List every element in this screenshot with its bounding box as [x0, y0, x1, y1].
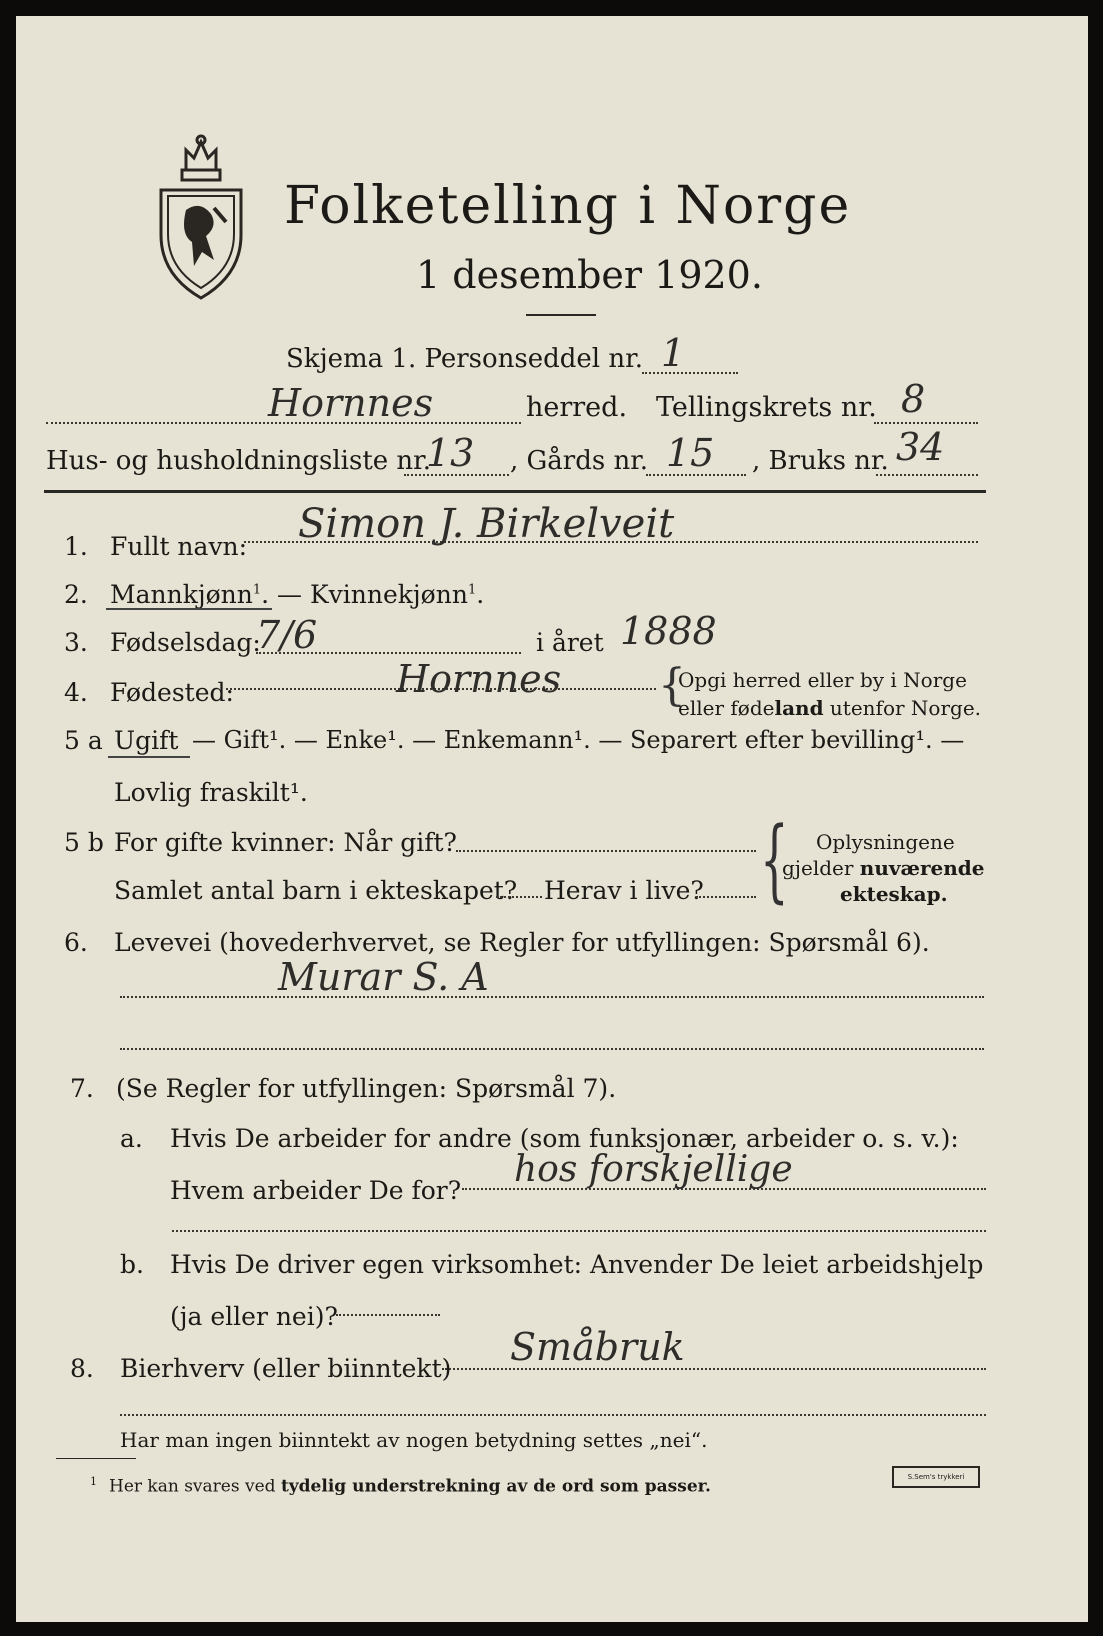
q3-value: 7/6 [256, 613, 318, 657]
skjema-label: Skjema 1. Personseddel nr. [286, 344, 643, 374]
q5b-label-3: Herav i live? [544, 876, 704, 905]
q8-number: 8. [70, 1354, 94, 1383]
q5b-line-1 [456, 850, 756, 852]
q7-label: (Se Regler for utfyllingen: Spørsmål 7). [116, 1074, 617, 1103]
q2-male: Mannkjønn [110, 580, 253, 609]
q7b-number: b. [120, 1250, 144, 1279]
q3-label: Fødselsdag: [110, 628, 261, 657]
q3-number: 3. [64, 628, 88, 657]
q4-label: Fødested: [110, 678, 234, 707]
q7b-line [336, 1314, 440, 1316]
q5a-ugift-underline [108, 756, 190, 758]
q1-label: Fullt navn: [110, 532, 248, 561]
gards-value: 15 [666, 431, 715, 475]
q4-value: Hornnes [396, 657, 562, 701]
printer-stamp: S.Sem's trykkeri [892, 1466, 980, 1488]
q7a-value: hos forskjellige [514, 1149, 793, 1190]
q5b-label-2: Samlet antal barn i ekteskapet? [114, 876, 518, 905]
q5a-ugift: Ugift [114, 726, 179, 755]
header-rule [44, 490, 986, 493]
q2-options: Mannkjønn$^1$. — Kvinnekjønn$^1$. [110, 580, 485, 609]
q2-number: 2. [64, 580, 88, 609]
tellingskrets-label: Tellingskrets nr. [656, 392, 877, 423]
q8-line-2 [120, 1414, 986, 1416]
q5b-brace: { [760, 808, 789, 913]
q7a-number: a. [120, 1124, 143, 1153]
q2-male-underline [106, 608, 272, 610]
gards-label: , Gårds nr. [510, 446, 649, 476]
q4-number: 4. [64, 678, 88, 707]
husliste-label: Hus- og husholdningsliste nr. [46, 446, 432, 476]
q5b-note-3: ekteskap. [840, 882, 948, 906]
q3-year-value: 1888 [620, 609, 717, 653]
q5b-note-2: gjelder nuværende [782, 856, 985, 880]
husliste-value: 13 [426, 431, 475, 475]
q6-label: Levevei (hovederhvervet, se Regler for utfyllingen: Spørsmål 6). [114, 928, 930, 957]
biinntekt-note: Har man ingen biinntekt av nogen betydning settes „nei“. [120, 1428, 708, 1452]
q1-number: 1. [64, 532, 88, 561]
q8-value: Småbruk [510, 1325, 685, 1369]
q6-number: 6. [64, 928, 88, 957]
herred-label: herred. [526, 392, 628, 423]
bruks-label: , Bruks nr. [752, 446, 889, 476]
footnote: $^1$ Her kan svares ved tydelig understrekning av de ord som passer. [90, 1475, 711, 1497]
q3-line [256, 652, 521, 654]
husliste-line [404, 474, 509, 476]
bruks-line [876, 474, 978, 476]
q8-line-1 [442, 1368, 986, 1370]
q5b-note-1: Oplysningene [816, 830, 955, 854]
q5b-line-3 [696, 896, 756, 898]
q1-value: Simon J. Birkelveit [298, 501, 675, 547]
q7b-label: Hvis De driver egen virksomhet: Anvender De leiet arbeidshjelp [170, 1250, 984, 1279]
q7a-line-2 [172, 1230, 986, 1232]
q2-female: . — Kvinnekjønn [261, 580, 468, 609]
census-form-page [16, 16, 1088, 1622]
q6-line-2 [120, 1048, 984, 1050]
q7a-question: Hvem arbeider De for? [170, 1176, 462, 1205]
form-title: Folketelling i Norge [284, 176, 852, 236]
q5a-line2: Lovlig fraskilt¹. [114, 778, 308, 807]
footnote-rule [56, 1458, 136, 1459]
q5b-number: 5 b [64, 828, 104, 857]
bruks-value: 34 [896, 425, 945, 469]
q3-year-label: i året [536, 628, 604, 657]
q5a-number: 5 a [64, 726, 103, 755]
q4-brace: { [658, 660, 686, 711]
q7b-question: (ja eller nei)? [170, 1302, 338, 1331]
q5b-label-1: For gifte kvinner: Når gift? [114, 828, 457, 857]
coat-of-arms-icon [156, 130, 246, 300]
q4-note-1: Opgi herred eller by i Norge [678, 668, 967, 692]
census-date: 1 desember 1920. [416, 253, 763, 297]
title-divider [526, 314, 596, 316]
q5b-line-2 [496, 896, 542, 898]
q4-note-2: eller fødeland utenfor Norge. [678, 696, 982, 720]
q8-label: Bierhverv (eller biinntekt) [120, 1354, 452, 1383]
q7-number: 7. [70, 1074, 94, 1103]
personseddel-nr-value: 1 [661, 331, 686, 375]
tellingskrets-line [874, 422, 978, 424]
q5a-options: — Gift¹. — Enke¹. — Enkemann¹. — Separert efter bevilling¹. — [192, 726, 965, 754]
q7a-label: Hvis De arbeider for andre (som funksjonær, arbeider o. s. v.): [170, 1124, 959, 1153]
q6-line-1 [120, 996, 984, 998]
personseddel-nr-line [642, 372, 738, 374]
gards-line [646, 474, 746, 476]
herred-value: Hornnes [268, 381, 434, 425]
q6-value: Murar S. A [278, 955, 489, 999]
tellingskrets-value: 8 [901, 377, 926, 421]
